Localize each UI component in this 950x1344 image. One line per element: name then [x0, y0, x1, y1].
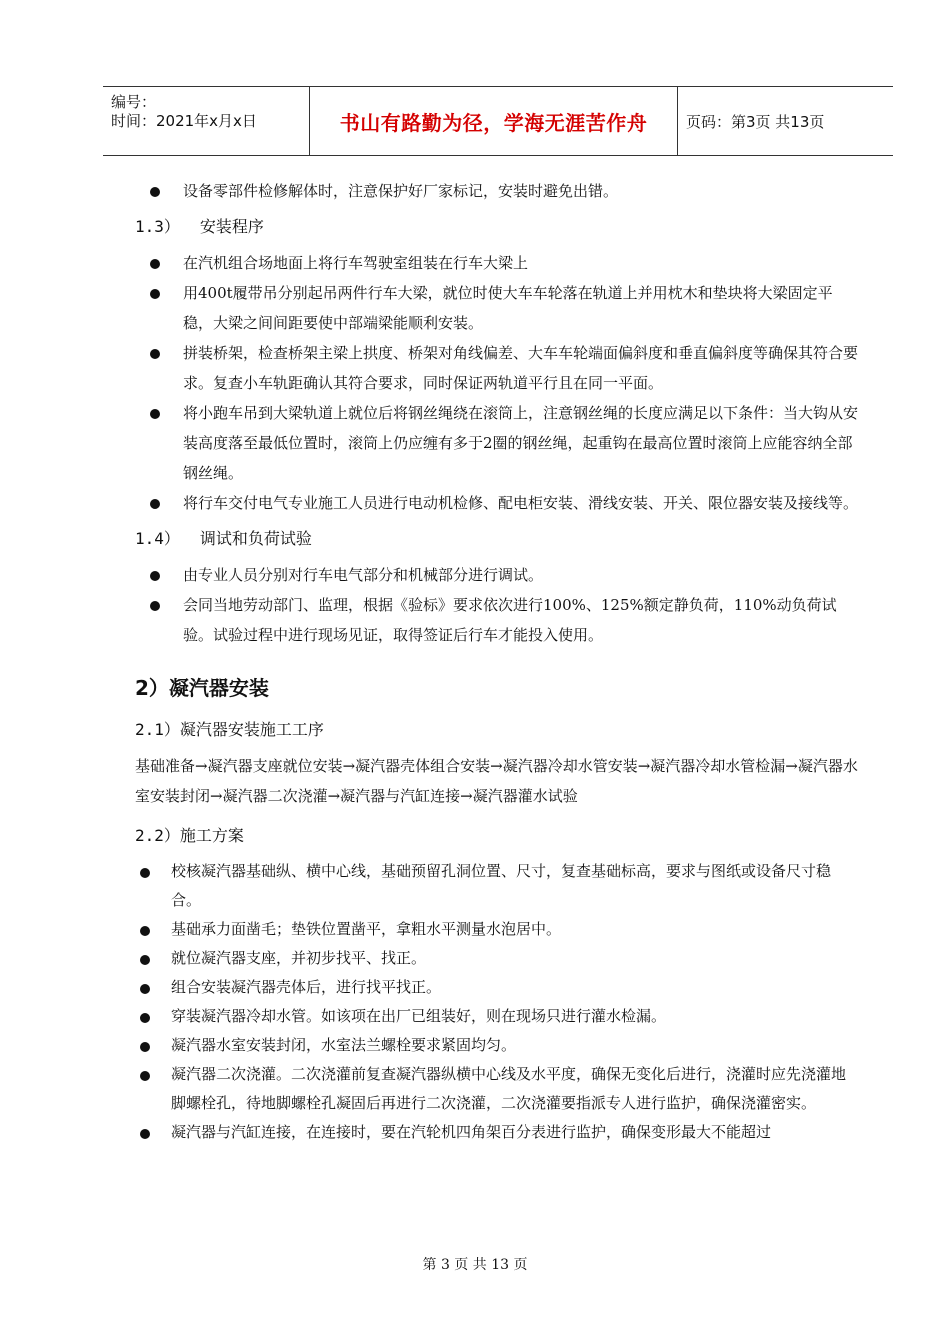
list-item: 在汽机组合场地面上将行车驾驶室组装在行车大梁上: [135, 248, 860, 278]
bullet-dot-icon: [140, 1071, 150, 1081]
list-item: 将行车交付电气专业施工人员进行电动机检修、配电柜安装、滑线安装、开关、限位器安装及接线等。: [135, 488, 860, 518]
page-header: [103, 86, 893, 156]
bullet-dot-icon: [140, 926, 150, 936]
list-item: 将小跑车吊到大梁轨道上就位后将钢丝绳绕在滚筒上，注意钢丝绳的长度应满足以下条件：当大钩从安装高度落至最低位置时，滚筒上仍应缠有多于2圈的钢丝绳，起重钩在最高位置时滚筒上应能容纳全部钢丝绳。: [135, 398, 860, 488]
list-item: 拼装桥架，检查桥架主梁上拱度、桥架对角线偏差、大车车轮端面偏斜度和垂直偏斜度等确保其符合要求。复查小车轨距确认其符合要求，同时保证两轨道平行且在同一平面。: [135, 338, 860, 398]
bullet-dot-icon: [140, 868, 150, 878]
list-item: 就位凝汽器支座，并初步找平、找正。: [135, 944, 860, 973]
bullet-dot-icon: [150, 349, 160, 359]
list-item: 会同当地劳动部门、监理，根据《验标》要求依次进行100%、125%额定静负荷，110%动负荷试验。试验过程中进行现场见证，取得签证后行车才能投入使用。: [135, 590, 860, 650]
list-item: 设备零部件检修解体时，注意保护好厂家标记，安装时避免出错。: [135, 176, 860, 206]
install-steps-list: [135, 248, 860, 518]
list-item: 凝汽器水室安装封闭，水室法兰螺栓要求紧固均匀。: [135, 1031, 860, 1060]
section-heading-2-1: 2.1）凝汽器安装施工工序: [135, 720, 324, 739]
doc-number-label: 编号：: [111, 93, 157, 111]
section-heading-2: 2）凝汽器安装: [135, 676, 269, 700]
list-item: 凝汽器与汽缸连接，在连接时，要在汽轮机四角架百分表进行监护，确保变形最大不能超过: [135, 1118, 860, 1147]
section-heading-1-4: 1.4） 调试和负荷试验: [135, 529, 312, 548]
section-heading-2-2: 2.2）施工方案: [135, 826, 244, 845]
list-item: 凝汽器二次浇灌。二次浇灌前复查凝汽器纵横中心线及水平度，确保无变化后进行，浇灌时应先浇灌地脚螺栓孔，待地脚螺栓孔凝固后再进行二次浇灌，二次浇灌要指派专人进行监护，确保浇灌密实。: [135, 1060, 860, 1118]
list-item: 校核凝汽器基础纵、横中心线，基础预留孔洞位置、尺寸，复查基础标高，要求与图纸或设备尺寸稳合。: [135, 857, 860, 915]
section-heading-1-3: 1.3） 安装程序: [135, 217, 264, 236]
list-item: 用400t履带吊分别起吊两件行车大梁，就位时使大车车轮落在轨道上并用枕木和垫块将大梁固定平稳，大梁之间间距要使中部端梁能顺利安装。: [135, 278, 860, 338]
bullet-dot-icon: [150, 289, 160, 299]
header-motto: 书山有路勤为径，学海无涯苦作舟: [310, 87, 678, 155]
bullet-dot-icon: [150, 601, 160, 611]
page-footer: 第 3 页 共 13 页: [422, 1257, 528, 1273]
document-body: [135, 176, 860, 1147]
bullet-dot-icon: [150, 259, 160, 269]
header-meta: [103, 87, 310, 155]
list-item: 穿装凝汽器冷却水管。如该项在出厂已组装好，则在现场只进行灌水检漏。: [135, 1002, 860, 1031]
bullet-dot-icon: [140, 1013, 150, 1023]
top-bullet-list: [135, 176, 860, 206]
bullet-dot-icon: [140, 984, 150, 994]
list-item: 由专业人员分别对行车电气部分和机械部分进行调试。: [135, 560, 860, 590]
process-flow-text: 基础准备→凝汽器支座就位安装→凝汽器壳体组合安装→凝汽器冷却水管安装→凝汽器冷却水管检漏→凝汽器水室安装封闭→凝汽器二次浇灌→凝汽器与汽缸连接→凝汽器灌水试验: [135, 757, 858, 805]
list-item: 基础承力面凿毛；垫铁位置凿平，拿粗水平测量水泡居中。: [135, 915, 860, 944]
plan-steps-list: [135, 857, 860, 1147]
header-page-info: 页码：第3页 共13页: [686, 112, 825, 131]
list-item: 组合安装凝汽器壳体后，进行找平找正。: [135, 973, 860, 1002]
bullet-dot-icon: [150, 571, 160, 581]
bullet-dot-icon: [140, 955, 150, 965]
bullet-dot-icon: [150, 499, 160, 509]
bullet-dot-icon: [140, 1129, 150, 1139]
doc-time-label: 时间：2021年x月x日: [111, 112, 257, 130]
bullet-dot-icon: [140, 1042, 150, 1052]
bullet-dot-icon: [150, 409, 160, 419]
bullet-dot-icon: [150, 187, 160, 197]
test-steps-list: [135, 560, 860, 650]
